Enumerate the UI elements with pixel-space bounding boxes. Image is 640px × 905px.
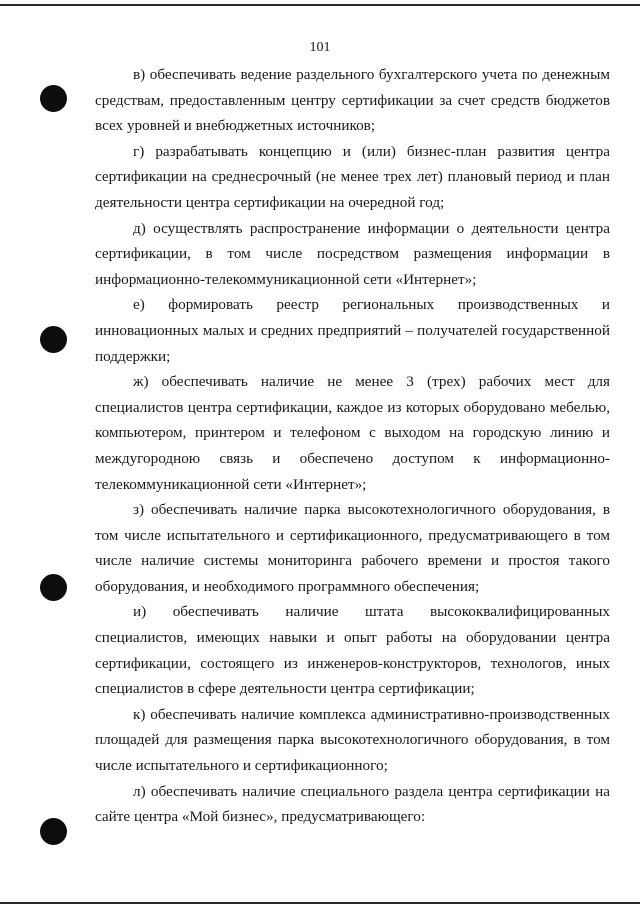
document-body	[95, 62, 610, 830]
page-number: 101	[309, 40, 331, 55]
paragraph-z: з) обеспечивать наличие парка высокотехнологичного оборудования, в том числе испытательного и сертификационного, предусматривающего в том числе наличие системы мониторинга рабочего времени и простоя такого оборудования, и необходимого программного обеспечения;	[95, 501, 610, 595]
punch-hole-4	[40, 818, 67, 845]
paragraph-zh: ж) обеспечивать наличие не менее 3 (трех) рабочих мест для специалистов центра сертификации, каждое из которых оборудовано мебелью, компьютером, принтером и телефоном с выходом на городскую линию и междугородною связь и обеспечено доступом к информационно-телекоммуникационной сети «Интернет»;	[95, 373, 610, 493]
paragraph-v: в) обеспечивать ведение раздельного бухгалтерского учета по денежным средствам, предоставленным центру сертификации за счет средств бюджетов всех уровней и внебюджетных источников;	[95, 66, 610, 135]
punch-hole-2	[40, 326, 67, 353]
punch-hole-3	[40, 574, 67, 601]
paragraph-e: е) формировать реестр региональных производственных и инновационных малых и средних предприятий – получателей государственной поддержки;	[95, 296, 610, 365]
punch-hole-1	[40, 85, 67, 112]
top-scan-edge	[0, 4, 640, 6]
paragraph-g: г) разрабатывать концепцию и (или) бизнес-план развития центра сертификации на среднесрочный (не менее трех лет) плановый период и план деятельности центра сертификации на очередной год;	[95, 142, 610, 211]
bottom-scan-edge	[0, 902, 640, 904]
paragraph-k: к) обеспечивать наличие комплекса административно-производственных площадей для размещения парка высокотехнологичного оборудования, в том числе испытательного и сертификационного;	[95, 705, 610, 775]
paragraph-i: и) обеспечивать наличие штата высококвалифицированных специалистов, имеющих навыки и опыт работы на оборудовании центра сертификации, состоящего из инженеров-конструкторов, технологов, иных специалистов в сфере деятельности центра сертификации;	[95, 603, 610, 698]
paragraph-l: л) обеспечивать наличие специального раздела центра сертификации на сайте центра «Мой бизнес», предусматривающего:	[95, 782, 610, 826]
paragraph-d: д) осуществлять распространение информации о деятельности центра сертификации, в том числе посредством размещения информации в информационно-телекоммуникационной сети «Интернет»;	[95, 219, 610, 288]
